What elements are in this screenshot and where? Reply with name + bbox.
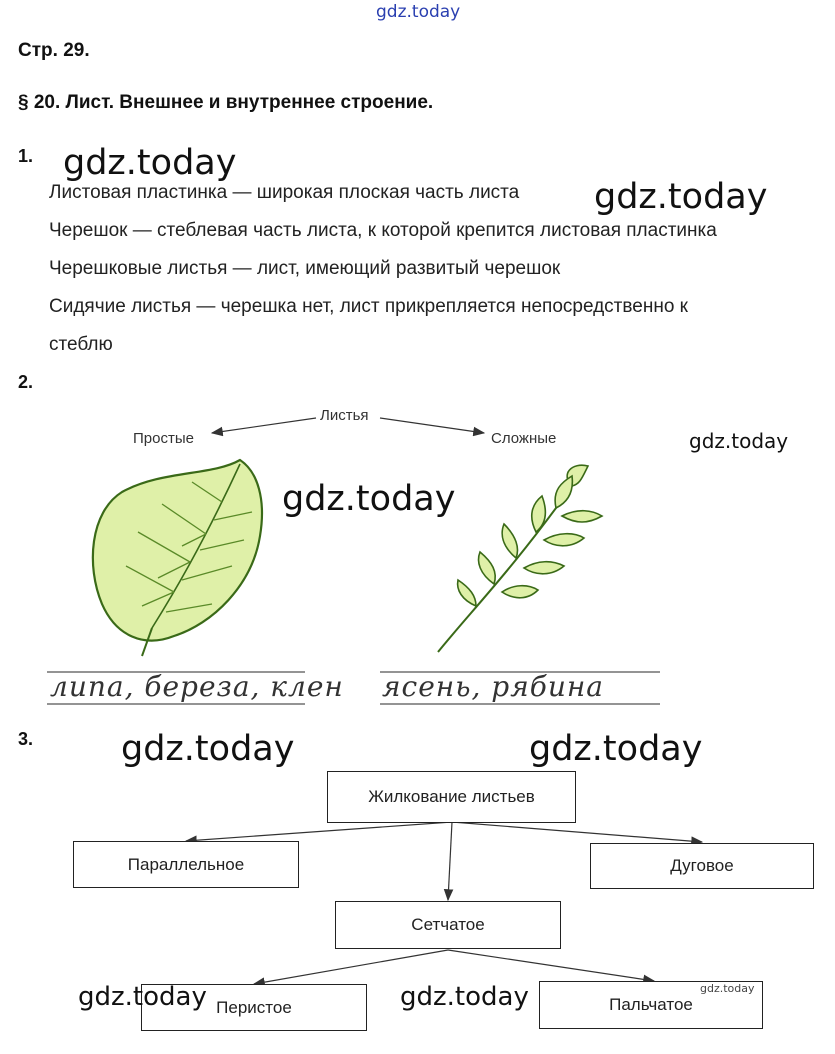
definition-line: Сидячие листья — черешка нет, лист прикрепляется непосредственно к	[49, 296, 688, 317]
watermark: gdz.today	[78, 982, 207, 1012]
palmate-label: Пальчатое	[609, 995, 693, 1014]
watermark: gdz.today	[400, 982, 529, 1012]
parallel-label: Параллельное	[127, 854, 245, 874]
net-label: Сетчатое	[411, 915, 485, 934]
watermark: gdz.today	[700, 982, 755, 995]
task-1-number: 1.	[18, 146, 34, 166]
watermark: gdz.today	[689, 429, 789, 453]
definition-line: Листовая пластинка — широкая плоская часть листа	[49, 182, 520, 203]
task-3-number: 3.	[18, 729, 34, 749]
watermark: gdz.today	[63, 143, 237, 183]
definition-line: Черешковые листья — лист, имеющий развитый черешок	[49, 258, 561, 279]
definition-line: Черешок — стеблевая часть листа, к которой крепится листовая пластинка	[49, 220, 717, 241]
pinnate-label: Перистое	[216, 997, 292, 1017]
definition-line: стеблю	[49, 334, 113, 355]
net-box	[335, 901, 561, 949]
venation-root-box	[327, 771, 576, 823]
section-title: § 20. Лист. Внешнее и внутреннее строение.	[18, 92, 434, 113]
watermark: gdz.today	[594, 177, 768, 217]
answer-compound-leaves: ясень, рябина	[382, 670, 605, 703]
simple-leaves-label: Простые	[133, 430, 194, 447]
leaves-root-label: Листья	[320, 407, 369, 424]
compound-leaves-label: Сложные	[491, 430, 557, 447]
venation-root-label: Жилкование листьев	[368, 787, 535, 806]
page-reference: Стр. 29.	[18, 40, 90, 61]
arc-label: Дуговое	[670, 856, 734, 875]
watermark: gdz.today	[282, 479, 456, 519]
watermark: gdz.today	[121, 729, 295, 769]
answer-simple-leaves: липа, береза, клен	[50, 670, 344, 703]
watermark: gdz.today	[529, 729, 703, 769]
watermark-top: gdz.today	[376, 2, 461, 22]
parallel-box	[73, 841, 299, 888]
arc-box	[590, 843, 814, 889]
task-2-number: 2.	[18, 372, 34, 392]
